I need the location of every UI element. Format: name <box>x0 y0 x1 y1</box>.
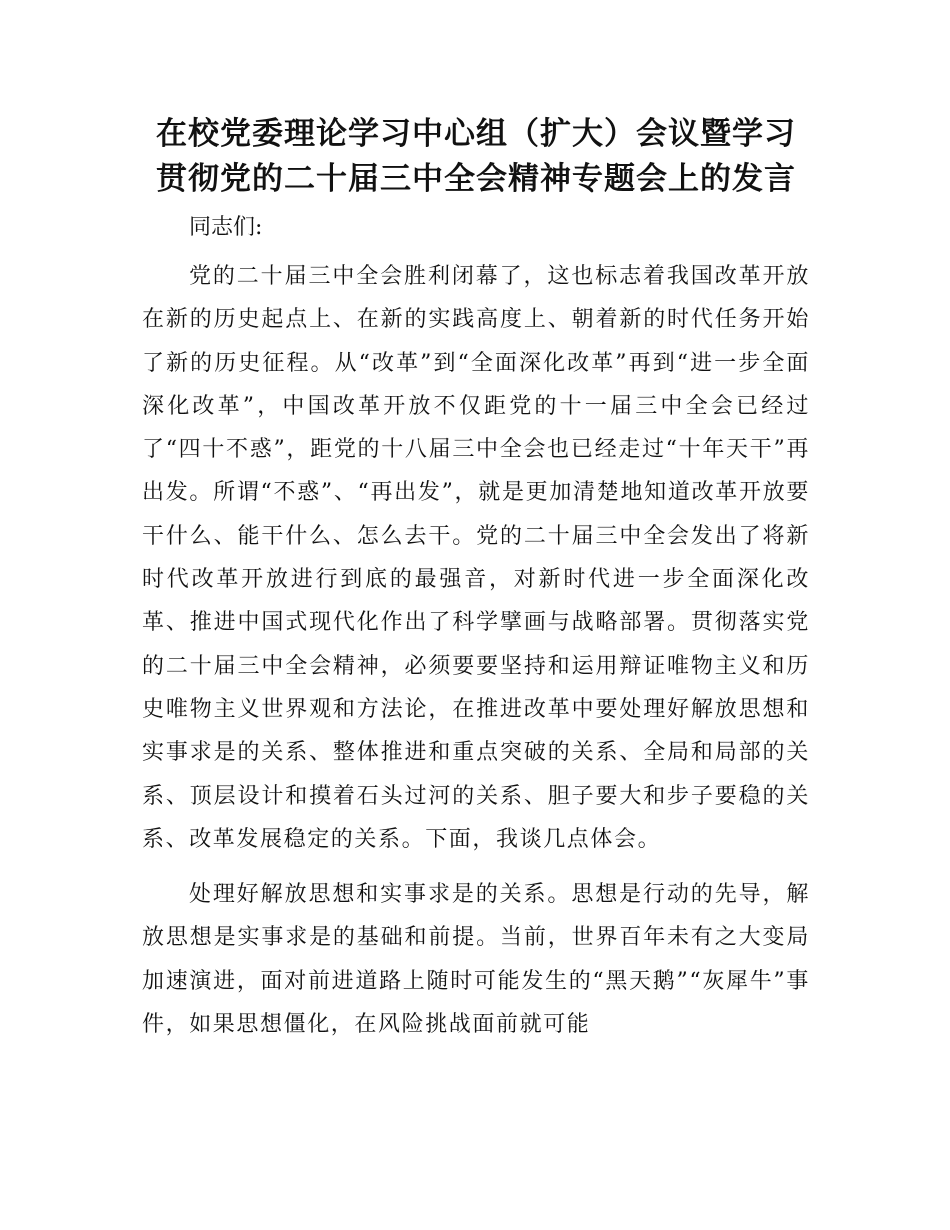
body-paragraph-2: 处理好解放思想和实事求是的关系。思想是行动的先导，解放思想是实事求是的基础和前提。当前，世界百年未有之大变局加速演进，面对前进道路上随时可能发生的“黑天鹅”“灰犀牛”事件，如果思想僵化，在风险挑战面前就可能 <box>142 882 810 1038</box>
title-line-1: 在校党委理论学习中心组（扩大）会议暨学习 <box>156 116 796 152</box>
document-page <box>142 112 810 1046</box>
body-paragraph-1: 党的二十届三中全会胜利闭幕了，这也标志着我国改革开放在新的历史起点上、在新的实践高度上、朝着新的时代任务开始了新的历史征程。从“改革”到“全面深化改革”再到“进一步全面深化改革”，中国改革开放不仅距党的十一届三中全会已经过了“四十不惑”，距党的十八届三中全会也已经走过“十年天干”再出发。所谓“不惑”、“再出发”，就是更加清楚地知道改革开放要干什么、能干什么、怎么去干。党的二十届三中全会发出了将新时代改革开放进行到底的最强音，对新时代进一步全面深化改革、推进中国式现代化作出了科学擘画与战略部署。贯彻落实党的二十届三中全会精神，必须要要坚持和运用辩证唯物主义和历史唯物主义世界观和方法论，在推进改革中要处理好解放思想和实事求是的关系、整体推进和重点突破的关系、全局和局部的关系、顶层设计和摸着石头过河的关系、胆子要大和步子要稳的关系、改革发展稳定的关系。下面，我谈几点体会。 <box>142 264 810 852</box>
greeting: 同志们: <box>189 215 263 240</box>
title-line-2: 贯彻党的二十届三中全会精神专题会上的发言 <box>156 161 796 197</box>
document-title <box>142 112 810 202</box>
